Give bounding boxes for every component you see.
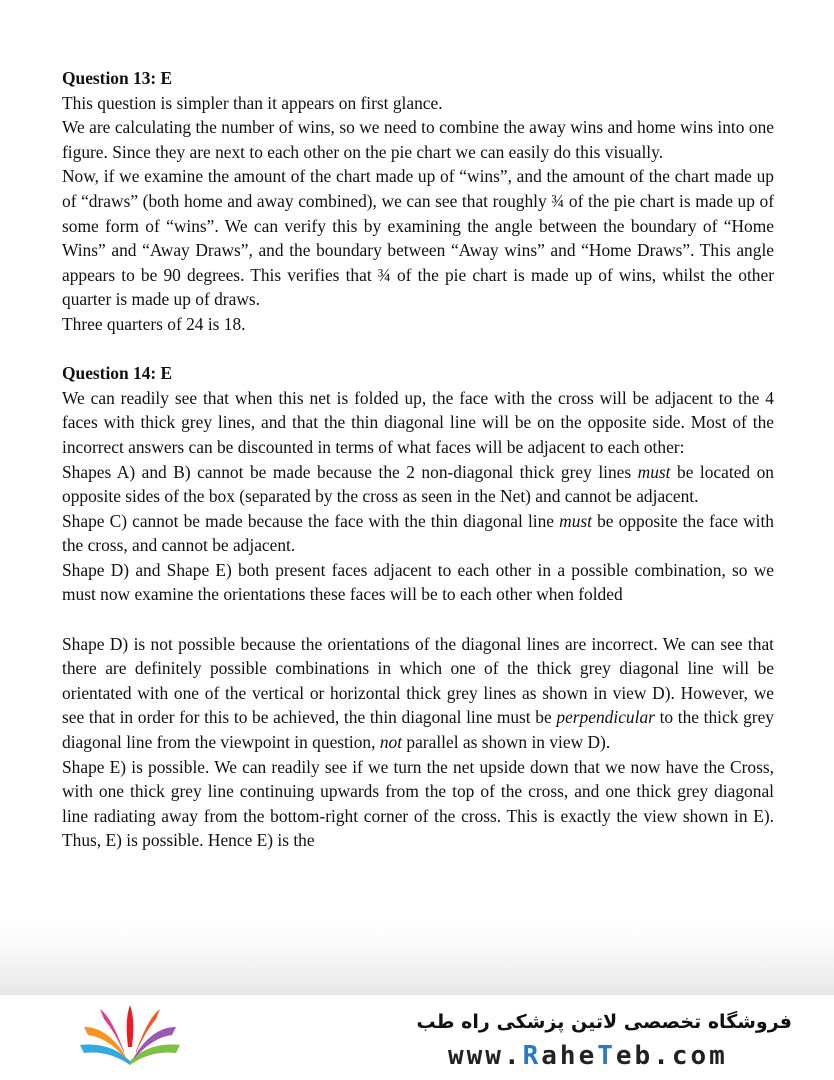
q14-p2-text-b: be located on opposite sides of the box (separated by the cross as seen in the Net) and cannot be adjacent. [62,461,774,507]
q14-paragraph-4: Shape D) and Shape E) both present faces adjacent to each other in a possible combination, so we must now examine the orientations these faces will be to each other when folded [62,559,774,605]
url-part-1: www. [448,1041,523,1071]
open-book-logo-icon [70,1003,190,1074]
q13-paragraph-1: This question is simpler than it appears on first glance. [62,92,443,113]
store-name-persian: فروشگاه تخصصی لاتین پزشکی راه طب [416,1011,792,1033]
q14-p5-emphasis-2: not [379,732,403,753]
q14-paragraph-6: Shape E) is possible. We can readily see if we turn the net upside down that we now have the Cross, with one thick grey line continuing upwards from the top of the cross, and one thick grey diagonal line radiating away from the bottom-right corner of the cross. This is exactly the view shown in E). Thus, E) is possible. Hence E) is the [62,756,774,851]
url-part-2: R [522,1041,542,1071]
q14-p3-text-a: Shape C) cannot be made because the face with the thin diagonal line [62,510,560,531]
document-body [62,66,774,853]
bottom-fade-overlay [0,925,834,995]
q13-paragraph-3: Now, if we examine the amount of the chart made up of “wins”, and the amount of the chart made up of “draws” (both home and away combined), we can see that roughly ¾ of the pie chart is made up of some form of “wins”. We can verify this by examining the angle between the boundary of “Home Wins” and “Away Draws”, and the boundary between “Away wins” and “Home Draws”. This angle appears to be 90 degrees. This verifies that ¾ of the pie chart is made up of wins, whilst the other quarter is made up of draws. [62,166,774,310]
paragraph-gap [62,607,774,632]
q14-p5-text-c: parallel as shown in view D). [402,732,611,753]
q13-paragraph-2: We are calculating the number of wins, so we need to combine the away wins and home wins into one figure. Since they are next to each other on the pie chart we can easily do this visually. [62,117,774,162]
url-part-5: eb.com [615,1041,728,1071]
section-gap [62,337,774,362]
footer-banner [0,995,834,1080]
question-14-title: Question 14: E [62,363,173,384]
q14-p2-emphasis: must [637,461,671,482]
q13-paragraph-4: Three quarters of 24 is 18. [62,313,246,334]
website-url [448,1041,728,1071]
q14-paragraph-2 [62,460,774,509]
q14-p5-emphasis-1: perpendicular [556,707,655,728]
q14-p5-text-a: Shape D) is not possible because the orientations of the diagonal lines are incorrect. We can see that there are definitely possible combinations in which one of the thick grey diagonal line will be orientated with one of the vertical or horizontal thick grey lines as shown in view D). However, we see that in order for this to be achieved, the thin diagonal line must be [62,633,774,728]
q14-paragraph-1: We can readily see that when this net is folded up, the face with the cross will be adjacent to the 4 faces with thick grey lines, and that the thin diagonal line will be on the opposite side. Most of the incorrect answers can be discounted in terms of what faces will be adjacent to each other: [62,387,774,457]
q14-paragraph-5 [62,632,774,755]
q14-p3-text-b: be opposite the face with the cross, and cannot be adjacent. [62,510,774,556]
url-part-4: T [597,1041,616,1071]
q14-p3-emphasis: must [559,510,592,531]
q14-p5-text-b: to the thick grey diagonal line from the viewpoint in question, [62,707,774,753]
question-13-title: Question 13: E [62,68,173,88]
q14-paragraph-3 [62,509,774,558]
q14-p2-text-a: Shapes A) and B) cannot be made because the 2 non-diagonal thick grey lines [62,461,638,482]
url-part-3: ahe [541,1041,598,1071]
